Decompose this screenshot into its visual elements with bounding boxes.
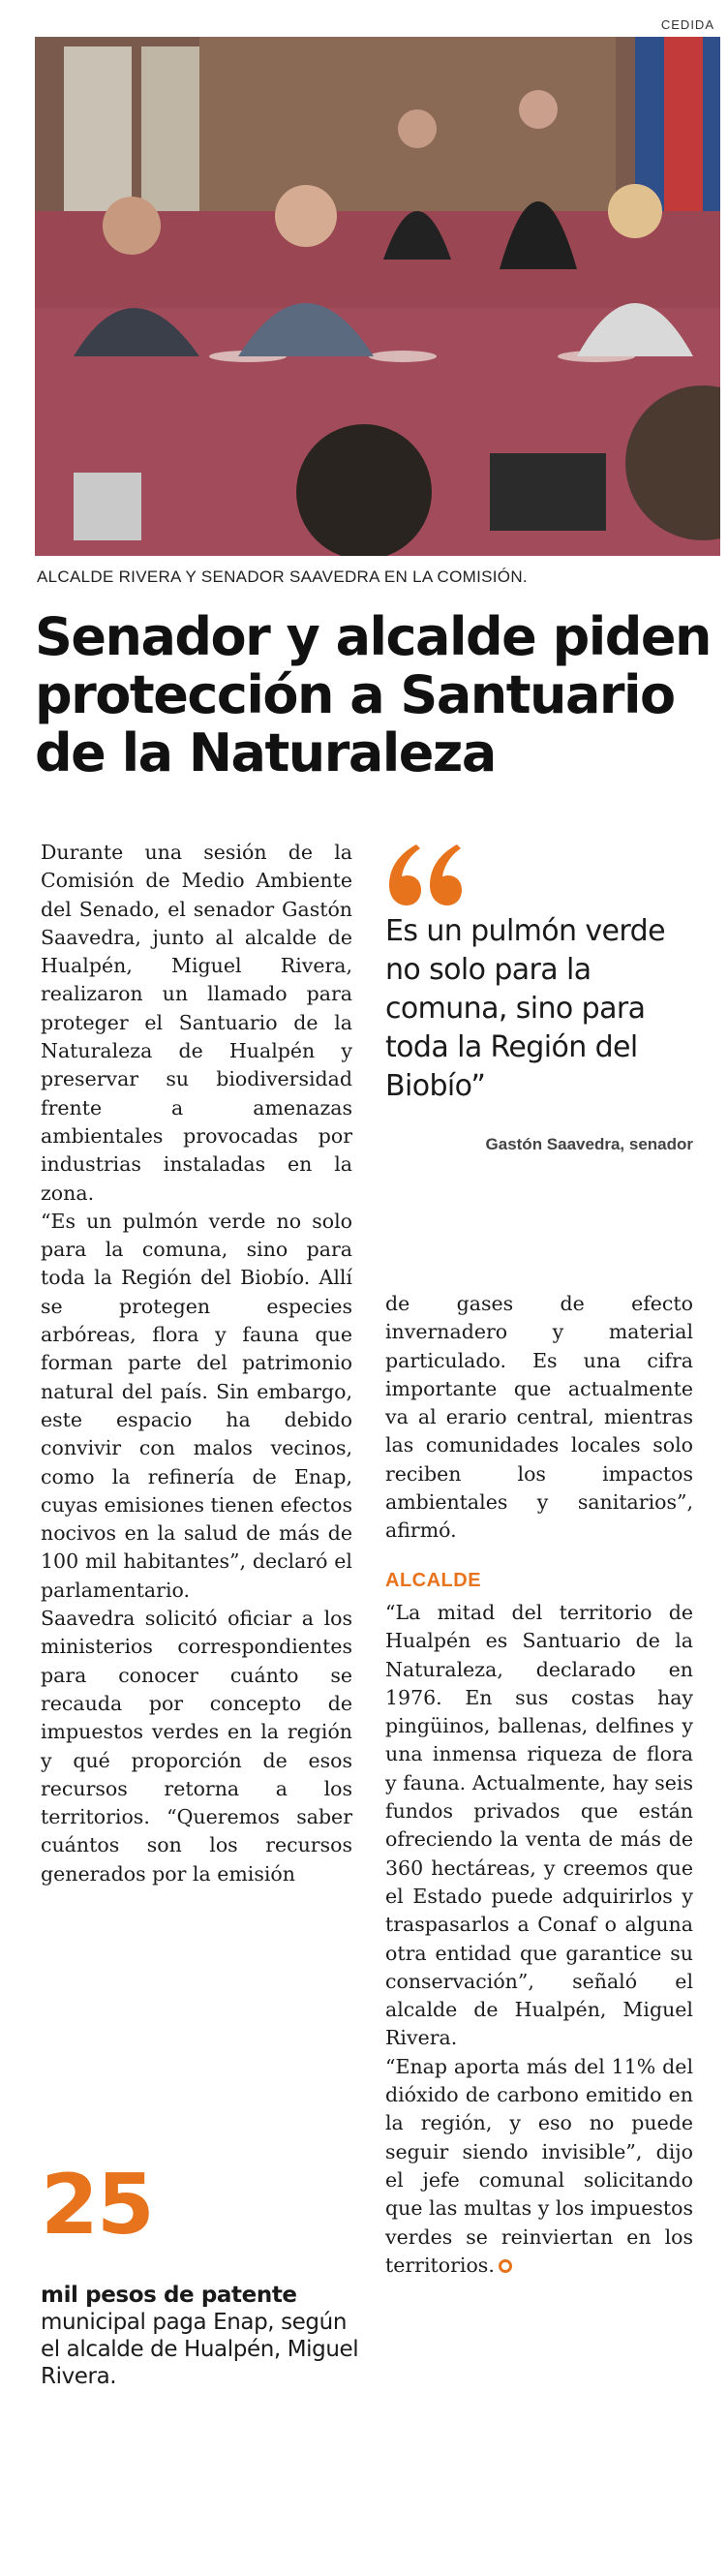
article-body-right: [385, 1290, 693, 2280]
photo-illustration: [35, 37, 720, 556]
stat-description: [41, 2282, 360, 2390]
section-subhead: ALCALDE: [385, 1569, 482, 1591]
stat-lead: mil pesos de patente: [41, 2283, 297, 2308]
photo-caption: ALCALDE RIVERA Y SENADOR SAAVEDRA EN LA COMISIÓN.: [37, 567, 528, 586]
stat-box: [41, 2157, 360, 2390]
article-photo: [35, 37, 720, 556]
headline: Senador y alcalde piden protección a Santuario de la Naturaleza: [35, 606, 711, 783]
pull-quote: [385, 844, 697, 1154]
stat-number: 25: [41, 2157, 153, 2254]
body-paragraph: “La mitad del territorio de Hualpén es Santuario de la Naturaleza, declarado en 1976. En sus costas hay pingüinos, ballenas, delfines y una inmensa riqueza de flora y fauna. Actualmente, hay seis fundos privados que están ofreciendo la venta de más de 360 hectáreas, y creemos que el Estado puede adquirirlos y traspasarlos a Conaf o alguna otra entidad que garantice su conservación”, señaló el alcalde de Hualpén, Miguel Rivera.: [385, 1600, 693, 2050]
body-paragraph: “Es un pulmón verde no solo para la comuna, sino para toda la Región del Biobío. Allí se protegen especies arbóreas, flora y fauna que forman parte del patrimonio natural del país. Sin embargo, este espacio ha debido convivir con malos vecinos, como la refinería de Enap, cuyas emisiones tienen efectos nocivos en la salud de más de 100 mil habitantes”, declaró el parlamentario.: [41, 1209, 352, 1602]
body-paragraph-text: “Enap aporta más del 11% del dióxido de carbono emitido en la región, y eso no puede seguir siendo invisible”, dijo el jefe comunal solicitando que las multas y los impuestos verdes se reinviertan en los territorios.: [385, 2054, 693, 2277]
stat-rest: municipal paga Enap, según el alcalde de Hualpén, Miguel Rivera.: [41, 2310, 359, 2389]
quote-mark-icon: [387, 844, 463, 906]
end-mark-icon: [499, 2259, 512, 2273]
body-paragraph: de gases de efecto invernadero y material particulado. Es una cifra importante que actualmente va al erario central, mientras las comunidades locales solo reciben los impactos ambientales y sanitarios”, afirmó.: [385, 1292, 693, 1543]
body-paragraph: Durante una sesión de la Comisión de Medio Ambiente del Senado, el senador Gastón Saavedra, junto al alcalde de Hualpén, Miguel Rivera, realizaron un llamado para proteger el Santuario de la Naturaleza de Hualpén y preservar su biodiversidad frente a amenazas ambientales provocadas por industrias instaladas en la zona.: [41, 841, 352, 1205]
body-paragraph: Saavedra solicitó oficiar a los ministerios correspondientes para conocer cuánto se recauda por concepto de impuestos verdes en la región y qué proporción de esos recursos retorna a los territorios. “Queremos saber cuántos son los recursos generados por la emisión: [41, 1607, 352, 1886]
photo-credit: CEDIDA: [660, 17, 714, 32]
article-body-left: [41, 839, 352, 1888]
body-paragraph: [385, 2053, 693, 2280]
pull-quote-text: Es un pulmón verde no solo para la comuna, sino para toda la Región del Biobío”: [385, 914, 665, 1103]
pull-quote-author: Gastón Saavedra, senador: [485, 1135, 693, 1153]
